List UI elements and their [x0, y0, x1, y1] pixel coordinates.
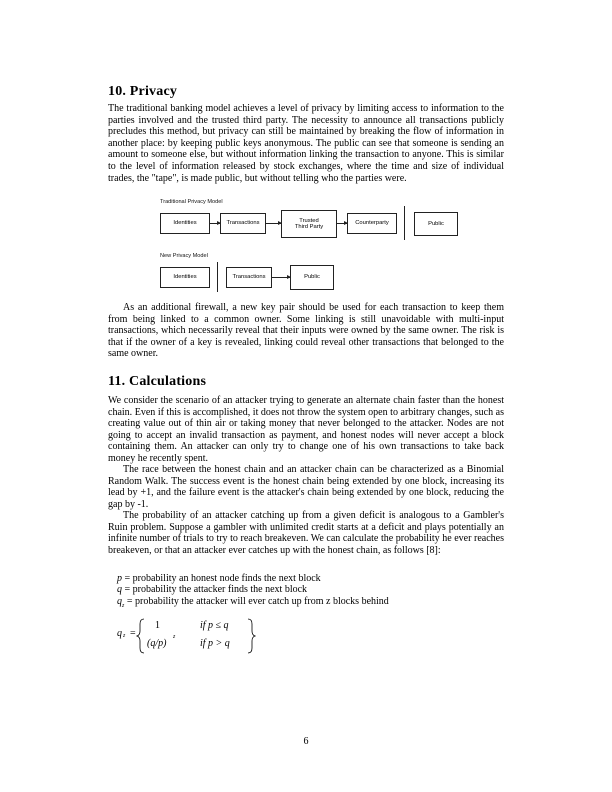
section-10-heading: 10. Privacy	[108, 84, 178, 99]
arrow-identities-to-transactions	[210, 223, 220, 224]
formula-braces	[136, 616, 256, 656]
catch-up-probability-formula	[117, 616, 257, 656]
definition-p	[117, 573, 389, 584]
section-11-paragraph-2: The race between the honest chain and an attacker chain can be characterized as a Binomial Random Walk. The success event is the honest chain being extended by one block, increasing its lead by +1, and the failure event is the attacker's chain being extended by one block, reducing the gap by -1.	[108, 464, 504, 510]
definition-text: = probability an honest node finds the next block	[122, 573, 321, 584]
trusted-third-party-box	[281, 210, 337, 238]
definition-qz	[117, 596, 389, 612]
formula-case1-condition: if p ≤ q	[200, 620, 229, 631]
formula-lhs: q	[117, 628, 122, 639]
ttp-line-1: Trusted	[299, 217, 319, 224]
traditional-privacy-divider	[404, 206, 405, 240]
section-11-paragraph-1: We consider the scenario of an attacker trying to generate an alternate chain faster than the honest chain. Even if this is accomplished, it does not throw the system open to arbitrary changes, such as creating value out of thin air or taking money that never belonged to the attacker. Nodes are not going to accept an invalid transaction as payment, and honest nodes will never accept a block containing them. An attacker can only try to change one of his own transactions to take back money he recently spent.	[108, 395, 504, 464]
new-privacy-divider	[217, 262, 218, 292]
section-11-heading: 11. Calculations	[108, 374, 207, 389]
arrow-ttp-to-counterparty	[337, 223, 347, 224]
new-identities-box: Identities	[160, 267, 210, 288]
new-transactions-box: Transactions	[226, 267, 272, 288]
traditional-identities-box: Identities	[160, 213, 210, 234]
formula-case2-exponent: z	[173, 634, 176, 640]
arrow-transactions-to-ttp	[266, 223, 281, 224]
definition-symbol: q	[117, 584, 122, 596]
formula-equals: =	[130, 628, 136, 639]
traditional-transactions-box: Transactions	[220, 213, 266, 234]
formula-lhs-subscript: z	[123, 633, 126, 639]
definition-symbol-subscript: z	[122, 602, 125, 609]
new-public-box: Public	[290, 265, 334, 290]
formula-case2-value: (q/p)	[147, 638, 167, 649]
formula-case2-condition: if p > q	[200, 638, 230, 649]
new-model-title: New Privacy Model	[160, 253, 208, 259]
definitions-list	[117, 573, 389, 612]
definition-q	[117, 584, 389, 595]
definition-symbol: $q_z$	[117, 595, 125, 609]
ttp-line-2: Third Party	[294, 224, 324, 230]
definition-text: = probability the attacker will ever catch up from z blocks behind	[124, 595, 389, 607]
traditional-public-box: Public	[414, 212, 458, 236]
traditional-model-title: Traditional Privacy Model	[160, 199, 223, 205]
section-10-paragraph-2: As an additional firewall, a new key pair should be used for each transaction to keep them from being linked to a common owner. Some linking is still unavoidable with multi-input transactions, which necessarily reveal that their inputs were owned by the same owner. The risk is that if the owner of a key is revealed, linking could reveal other transactions that belonged to the same owner.	[108, 302, 504, 360]
arrow-transactions-to-public	[272, 277, 290, 278]
page-number: 6	[303, 736, 309, 747]
definition-text: = probability the attacker finds the next block	[122, 584, 308, 596]
section-10-paragraph-1: The traditional banking model achieves a level of privacy by limiting access to information to the parties involved and the trusted third party. The necessity to announce all transactions publicly precludes this method, but privacy can still be maintained by breaking the flow of information in another place: by keeping public keys anonymous. The public can see that someone is sending an amount to someone else, but without information linking the transaction to anyone. This is similar to the level of information released by stock exchanges, where the time and size of individual trades, the "tape", is made public, but without telling who the parties were.	[108, 103, 504, 184]
definition-symbol: p	[117, 573, 122, 584]
formula-case1-value: 1	[155, 620, 160, 631]
traditional-counterparty-box: Counterparty	[347, 213, 397, 234]
section-11-paragraph-3: The probability of an attacker catching up from a given deficit is analogous to a Gambler's Ruin problem. Suppose a gambler with unlimited credit starts at a deficit and plays potentially an infinite number of trials to try to reach breakeven. We can calculate the probability he ever reaches breakeven, or that an attacker ever catches up with the honest chain, as follows [8]:	[108, 510, 504, 556]
